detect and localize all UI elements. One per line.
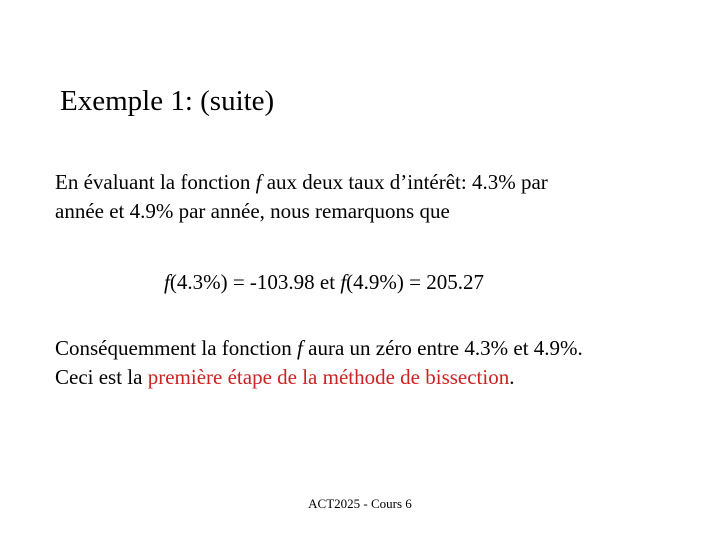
formula-value-1: (4.3%) = -103.98 et — [169, 270, 341, 294]
function-symbol: f — [297, 336, 303, 360]
conclusion-text-b: aura un zéro entre 4.3% et 4.9%. — [302, 336, 583, 360]
intro-text-a: En évaluant la fonction — [55, 170, 256, 194]
slide-title: Exemple 1: (suite) — [60, 85, 275, 117]
conclusion-line-1 — [55, 334, 583, 363]
conclusion-line-2 — [55, 363, 583, 392]
intro-line-1 — [55, 168, 548, 197]
conclusion-text-a: Conséquemment la fonction — [55, 336, 298, 360]
function-symbol: f — [164, 270, 170, 294]
function-symbol: f — [255, 170, 262, 194]
highlighted-text: première étape de la méthode de bissection — [147, 365, 510, 389]
intro-text-b: aux deux taux d’intérêt: 4.3% par — [261, 170, 548, 194]
conclusion-paragraph — [55, 334, 583, 392]
formula-line — [164, 268, 484, 297]
formula-value-2: (4.9%) = 205.27 — [346, 270, 484, 294]
conclusion-text-c: Ceci est la — [55, 365, 148, 389]
slide-footer: ACT2025 - Cours 6 — [308, 496, 412, 511]
conclusion-period: . — [509, 365, 515, 389]
function-symbol: f — [340, 270, 347, 294]
intro-paragraph — [55, 168, 548, 226]
intro-line-2: année et 4.9% par année, nous remarquons que — [55, 199, 450, 223]
